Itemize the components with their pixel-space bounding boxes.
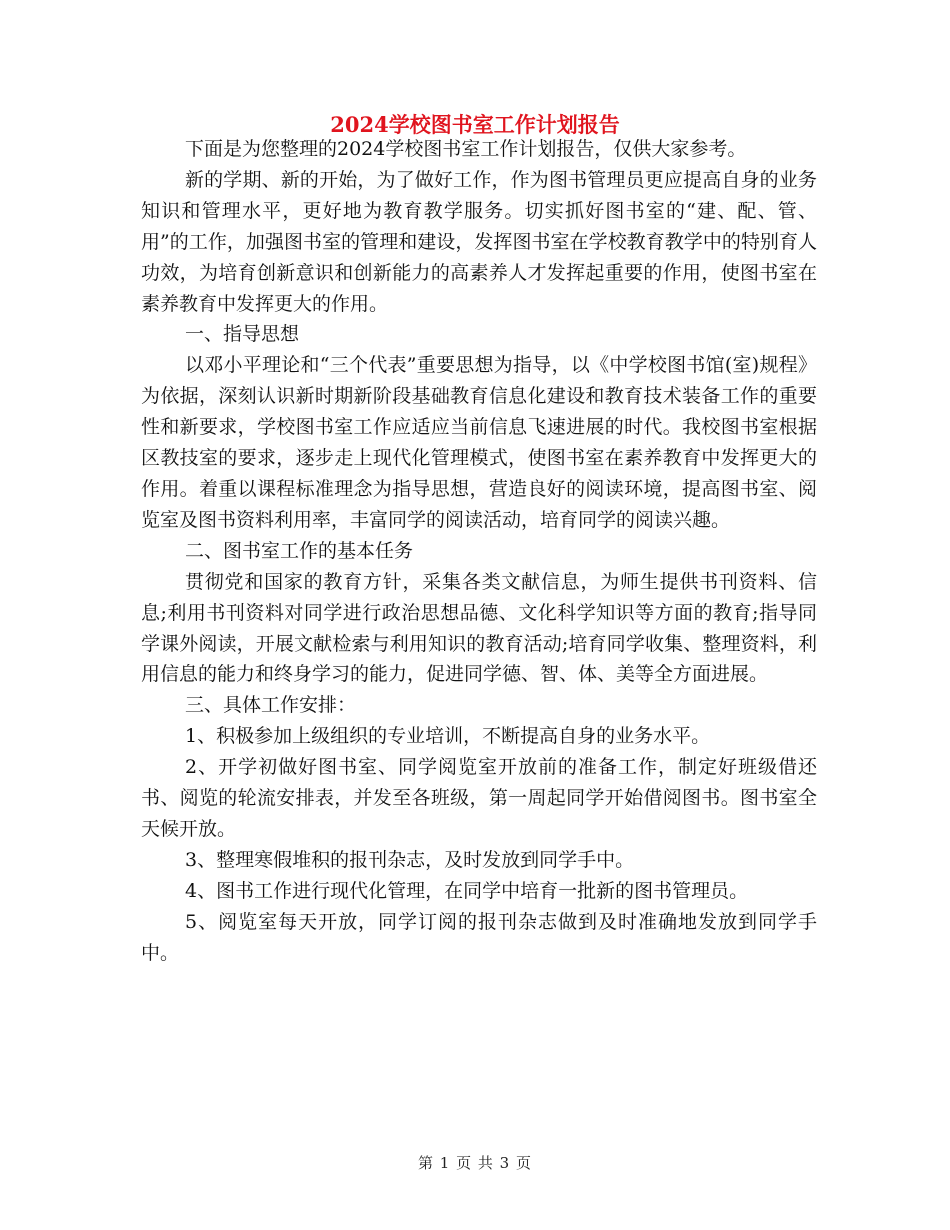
arrangement-item-3: 3、整理寒假堆积的报刊杂志，及时发放到同学手中。	[185, 848, 635, 871]
guiding-ideology-paragraph: 以邓小平理论和“三个代表”重要思想为指导，以《中学校图书馆(室)规程》为依据，深刻认识新时期新阶段基础教育信息化建设和教育技术装备工作的重要性和新要求，学校图书室工作应适应当前信息飞速进展的时代。我校图书室根据区教技室的要求，逐步走上现代化管理模式，使图书室在素养教育中发挥更大的作用。着重以课程标准理念为指导思想，营造良好的阅读环境，提高图书室、阅览室及图书资料利用率，丰富同学的阅读活动，培育同学的阅读兴趣。	[141, 354, 817, 531]
section-heading-work-arrangements: 三、具体工作安排：	[185, 694, 357, 717]
document-title: 2024学校图书室工作计划报告	[330, 112, 620, 137]
page-footer: 第 1 页 共 3 页	[418, 1154, 532, 1172]
section-heading-basic-tasks: 二、图书室工作的基本任务	[185, 539, 414, 562]
arrangement-item-2: 2、开学初做好图书室、同学阅览室开放前的准备工作，制定好班级借还书、阅览的轮流安排表，并发至各班级，第一周起同学开始借阅图书。图书室全天候开放。	[141, 756, 817, 840]
arrangement-item-4: 4、图书工作进行现代化管理，在同学中培育一批新的图书管理员。	[185, 879, 749, 902]
intro-paragraph: 下面是为您整理的2024学校图书室工作计划报告，仅供大家参考。	[185, 138, 747, 160]
arrangement-item-5: 5、阅览室每天开放，同学订阅的报刊杂志做到及时准确地发放到同学手中。	[141, 910, 817, 964]
basic-tasks-paragraph: 贯彻党和国家的教育方针，采集各类文献信息，为师生提供书刊资料、信息;利用书刊资料对同学进行政治思想品德、文化科学知识等方面的教育;指导同学课外阅读，开展文献检索与利用知识的教育活动;培育同学收集、整理资料，利用信息的能力和终身学习的能力，促进同学德、智、体、美等全方面进展。	[141, 570, 817, 686]
opening-paragraph: 新的学期、新的开始，为了做好工作，作为图书管理员更应提高自身的业务知识和管理水平，更好地为教育教学服务。切实抓好图书室的“建、配、管、用”的工作，加强图书室的管理和建设，发挥图书室在学校教育教学中的特别育人功效，为培育创新意识和创新能力的高素养人才发挥起重要的作用，使图书室在素养教育中发挥更大的作用。	[141, 168, 817, 315]
document-body	[141, 134, 817, 968]
arrangement-item-1: 1、积极参加上级组织的专业培训，不断提高自身的业务水平。	[185, 725, 711, 748]
section-heading-guiding-ideology: 一、指导思想	[185, 323, 300, 346]
